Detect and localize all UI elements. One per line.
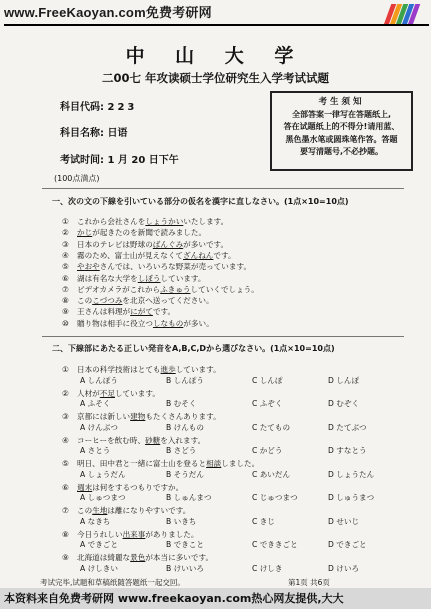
- answer-option: B できこと: [166, 540, 204, 549]
- exam-time: 考试时间: 1 月 20 日下午: [60, 155, 179, 166]
- underlined-word: こづつみ: [92, 296, 123, 306]
- subject-name: 科目名称: 日语: [60, 128, 128, 139]
- section2-item-1: [62, 364, 221, 375]
- section2-heading: 二、下線部にあたる正しい発音をA,B,C,Dから選びなさい。(1点×10=10点): [52, 344, 335, 353]
- section1-heading: 一、次の文の下線を引いている部分の仮名を漢字に直しなさい。(1点×10=10点): [52, 197, 349, 206]
- item-number: ②: [62, 388, 69, 398]
- sentence-text: これから会社さんを: [77, 217, 146, 226]
- underlined-word: 相談: [206, 459, 222, 468]
- underlined-word: 景色: [130, 553, 146, 562]
- notice-line: 全部答案一律写在答题纸上,: [291, 109, 392, 119]
- watermark-bottom: 本资料来自免费考研网 www.freekaoyan.com热心网友提供,大大: [0, 588, 431, 609]
- sentence-text: この: [77, 296, 93, 306]
- section1-item-3: [62, 239, 228, 250]
- item-number: ⑥: [62, 273, 69, 283]
- answer-option: C あいだん: [252, 469, 291, 479]
- sentence-text: この: [77, 506, 93, 515]
- underlined-word: しょうかい: [145, 217, 184, 226]
- notice-line: 黑色墨水笔或圆珠笔作答。答题: [285, 134, 398, 144]
- answer-option: A できごと: [80, 540, 118, 549]
- sentence-text: 王さんは料理が: [77, 307, 131, 317]
- answer-option: D けいろ: [328, 563, 360, 573]
- sentence-text: 京都には新しい: [77, 412, 131, 421]
- sentence-text: が多い。: [183, 318, 214, 328]
- section-divider: [42, 188, 404, 189]
- sentence-text: しています。: [114, 388, 160, 398]
- answer-option: D たてぶつ: [328, 422, 367, 432]
- underlined-word: 砂糖: [145, 435, 161, 445]
- sentence-text: 湖は有名な大学を: [77, 273, 138, 283]
- item-number: ⑥: [62, 482, 69, 492]
- item-number: ⑤: [62, 262, 69, 272]
- sentence-text: しています。: [175, 365, 221, 374]
- section2-item-9: [62, 552, 213, 563]
- answer-option: A しょうだん: [80, 469, 126, 479]
- watermark-top: www.FreeKaoyan.com免费考研网: [4, 5, 212, 21]
- underlined-word: にがて: [130, 307, 153, 317]
- underlined-word: 生地: [92, 506, 108, 515]
- answer-option: B けんもの: [166, 422, 204, 432]
- site-logo-icon: [382, 2, 426, 26]
- answer-option: D できごと: [328, 540, 367, 549]
- top-divider: [4, 24, 429, 26]
- underlined-word: 週末: [77, 482, 93, 492]
- item-number: ①: [62, 365, 69, 374]
- exam-subtitle: 二00七 年攻读硕士学位研究生入学考试试题: [101, 71, 329, 85]
- item-number: ⑨: [62, 553, 69, 562]
- underlined-word: かじ: [77, 228, 93, 238]
- sentence-text: 明日、田中君と一緒に富士山を登ると: [77, 459, 207, 468]
- answer-option: A けんぶつ: [80, 422, 118, 432]
- item-number: ⑦: [62, 506, 69, 515]
- sentence-text: が多いです。: [183, 239, 229, 249]
- underlined-word: 出来事: [122, 529, 146, 539]
- answer-option: B いきち: [166, 516, 197, 526]
- answer-option: C しんぽ: [252, 375, 283, 385]
- section1-item-5: [62, 261, 251, 272]
- underlined-word: ざんねん: [183, 250, 214, 260]
- answer-option: C ふぞく: [252, 399, 283, 408]
- sentence-text: コーヒーを飲む時、: [77, 435, 146, 445]
- section1-item-4: [62, 250, 236, 261]
- notice-title: 考生须知: [318, 97, 365, 107]
- answer-option: B さどう: [166, 446, 197, 455]
- answer-option: A しんぽう: [80, 375, 118, 385]
- sentence-text: しました。: [221, 459, 260, 468]
- item-number: ⑦: [62, 284, 69, 294]
- answer-option: A けしきい: [80, 563, 118, 573]
- sentence-text: さんでは、いろいろな野菜が売っています。: [99, 262, 252, 272]
- sentence-text: を北京へ送ってください。: [122, 296, 214, 306]
- score-note: (100点満点): [54, 174, 100, 183]
- item-number: ③: [62, 239, 69, 249]
- answer-option: A しゅつまつ: [80, 493, 126, 502]
- sentence-text: です。: [152, 307, 176, 317]
- sentence-text: ビデオカメラがこれから: [77, 284, 161, 294]
- sentence-text: していくでしょう。: [190, 284, 259, 294]
- sentence-text: です。: [213, 250, 236, 260]
- section2-item-8: [62, 529, 199, 540]
- underlined-word: ふきゅう: [160, 284, 191, 294]
- answer-option: A ふそく: [80, 399, 111, 408]
- footer: 考试完毕,试题和草稿纸随答题纸一起交回。 第1页 共6页: [40, 578, 330, 587]
- sentence-text: 霧のため、富士山が見えなくて: [77, 250, 184, 260]
- sentence-text: がありました。: [145, 529, 199, 539]
- notice-line: 答在试题纸上的不得分!请用蓝、: [283, 122, 400, 132]
- sentence-text: いたします。: [183, 217, 229, 226]
- section2-item-7: [62, 505, 190, 516]
- item-number: ①: [62, 217, 69, 226]
- section1-item-10: [62, 318, 214, 329]
- section-divider: [42, 336, 404, 337]
- underlined-word: ばんぐみ: [152, 239, 184, 249]
- page-title: 中 山 大 学: [125, 45, 306, 67]
- answer-option: D しゅうまつ: [328, 493, 375, 502]
- sentence-text: もたくさんあります。: [145, 412, 221, 421]
- section1-item-7: [62, 284, 259, 295]
- item-number: ④: [62, 250, 69, 260]
- sentence-text: 今日うれしい: [77, 529, 123, 539]
- answer-option: C かどう: [252, 446, 283, 455]
- sentence-text: 日本の科学技術はとても: [77, 365, 161, 374]
- sentence-text: は離になりやすいです。: [107, 506, 191, 515]
- answer-option: B しゅんまつ: [166, 493, 212, 502]
- underlined-word: 不足: [99, 388, 115, 398]
- section2-item-3: [62, 411, 221, 422]
- section2-item-6: [62, 482, 183, 493]
- subject-code: 科目代码: 223: [60, 102, 138, 113]
- underlined-word: やおや: [77, 262, 100, 272]
- answer-option: A さとう: [80, 446, 111, 455]
- answer-option: A なきち: [80, 516, 111, 526]
- section1-item-2: [62, 227, 206, 238]
- answer-option: C きじ: [252, 516, 275, 526]
- sentence-text: が起きたのを新聞で読みました。: [92, 228, 207, 238]
- answer-option: D せいじ: [328, 516, 360, 526]
- answer-option: D むぞく: [328, 399, 360, 408]
- underlined-word: しぼう: [137, 273, 161, 283]
- answer-option: B けいいろ: [166, 563, 204, 573]
- answer-option: C じゅつまつ: [252, 493, 298, 502]
- sentence-text: が本当に多いです。: [145, 553, 214, 562]
- answer-option: C でききごと: [252, 540, 298, 549]
- answer-option: D すなとう: [328, 446, 367, 455]
- section1-item-6: [62, 273, 206, 284]
- item-number: ⑩: [62, 318, 69, 328]
- underlined-word: しなもの: [152, 318, 184, 328]
- answer-option: D しょうたん: [328, 469, 375, 479]
- sentence-text: を入れます。: [160, 435, 206, 445]
- section1-item-8: [62, 295, 214, 306]
- underlined-word: 建物: [130, 412, 146, 421]
- answer-option: C けしき: [252, 563, 283, 573]
- item-number: ②: [62, 228, 69, 238]
- answer-option: C たてもの: [252, 422, 291, 432]
- sentence-text: 人材が: [77, 388, 100, 398]
- candidate-notice-box: [270, 91, 413, 171]
- sentence-text: 北海道は綺麗な: [77, 553, 131, 562]
- section1-item-9: [62, 306, 175, 317]
- sentence-text: 日本のテレビは野球の: [77, 239, 153, 249]
- item-number: ⑤: [62, 459, 69, 468]
- section2-item-2: [62, 388, 160, 399]
- item-number: ⑧: [62, 296, 69, 306]
- answer-option: B むそく: [166, 399, 197, 408]
- item-number: ⑨: [62, 307, 69, 317]
- answer-option: D しんぽ: [328, 375, 360, 385]
- sentence-text: 贈り物は相手に役立つ: [77, 318, 153, 328]
- underlined-word: 進歩: [160, 365, 176, 374]
- answer-option: B そうだん: [166, 469, 204, 479]
- section1-item-1: [62, 216, 228, 227]
- section2-item-4: [62, 435, 205, 446]
- sentence-text: は何をするつもりですか。: [92, 482, 184, 492]
- sentence-text: しています。: [160, 273, 206, 283]
- item-number: ④: [62, 435, 69, 445]
- section2-item-5: [62, 458, 259, 469]
- answer-option: B しんぽう: [166, 375, 204, 385]
- item-number: ⑧: [62, 529, 69, 539]
- notice-line: 要写清题号,不必抄题。: [299, 147, 384, 157]
- item-number: ③: [62, 412, 69, 421]
